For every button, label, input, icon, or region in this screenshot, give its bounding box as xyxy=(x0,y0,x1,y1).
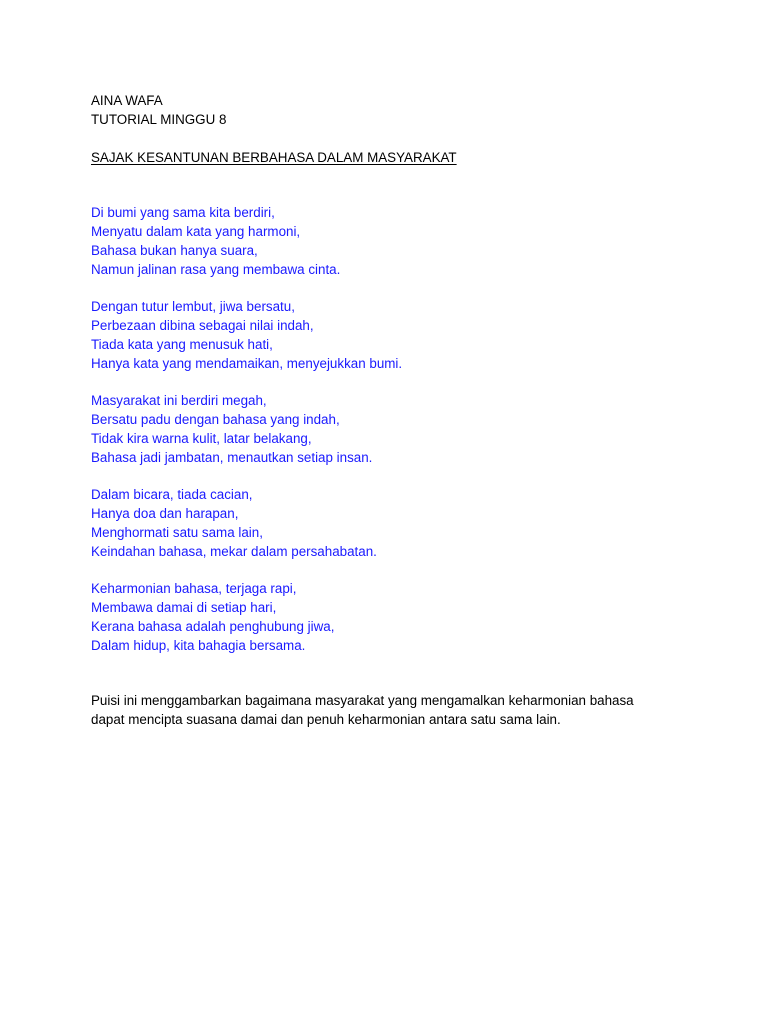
poem-line: Menyatu dalam kata yang harmoni, xyxy=(91,224,301,239)
summary-line: dapat mencipta suasana damai dan penuh keharmonian antara satu sama lain. xyxy=(91,712,561,727)
author-name: AINA WAFA xyxy=(91,93,163,108)
poem-line: Bersatu padu dengan bahasa yang indah, xyxy=(91,412,340,427)
poem-line: Keindahan bahasa, mekar dalam persahabatan. xyxy=(91,544,377,559)
summary-paragraph xyxy=(91,691,711,729)
poem-line: Hanya kata yang mendamaikan, menyejukkan bumi. xyxy=(91,356,403,371)
document-header xyxy=(91,91,711,129)
stanza-2 xyxy=(91,297,711,373)
poem-line: Dalam hidup, kita bahagia bersama. xyxy=(91,638,306,653)
poem-line: Dengan tutur lembut, jiwa bersatu, xyxy=(91,299,295,314)
document-page xyxy=(91,91,711,729)
poem-line: Bahasa bukan hanya suara, xyxy=(91,243,258,258)
stanza-5 xyxy=(91,579,711,655)
stanza-1 xyxy=(91,203,711,279)
tutorial-label: TUTORIAL MINGGU 8 xyxy=(91,112,227,127)
poem-line: Tidak kira warna kulit, latar belakang, xyxy=(91,431,312,446)
poem-line: Membawa damai di setiap hari, xyxy=(91,600,277,615)
poem-line: Dalam bicara, tiada cacian, xyxy=(91,487,253,502)
poem-line: Namun jalinan rasa yang membawa cinta. xyxy=(91,262,341,277)
poem-line: Menghormati satu sama lain, xyxy=(91,525,263,540)
poem-line: Hanya doa dan harapan, xyxy=(91,506,239,521)
poem-line: Perbezaan dibina sebagai nilai indah, xyxy=(91,318,314,333)
poem-line: Masyarakat ini berdiri megah, xyxy=(91,393,267,408)
summary-line: Puisi ini menggambarkan bagaimana masyarakat yang mengamalkan keharmonian bahasa xyxy=(91,693,634,708)
poem-line: Tiada kata yang menusuk hati, xyxy=(91,337,273,352)
poem-body xyxy=(91,203,711,655)
stanza-3 xyxy=(91,391,711,467)
poem-line: Keharmonian bahasa, terjaga rapi, xyxy=(91,581,297,596)
poem-line: Di bumi yang sama kita berdiri, xyxy=(91,205,275,220)
poem-line: Bahasa jadi jambatan, menautkan setiap insan. xyxy=(91,450,373,465)
stanza-4 xyxy=(91,485,711,561)
poem-title: SAJAK KESANTUNAN BERBAHASA DALAM MASYARAKAT xyxy=(91,150,457,165)
poem-line: Kerana bahasa adalah penghubung jiwa, xyxy=(91,619,335,634)
